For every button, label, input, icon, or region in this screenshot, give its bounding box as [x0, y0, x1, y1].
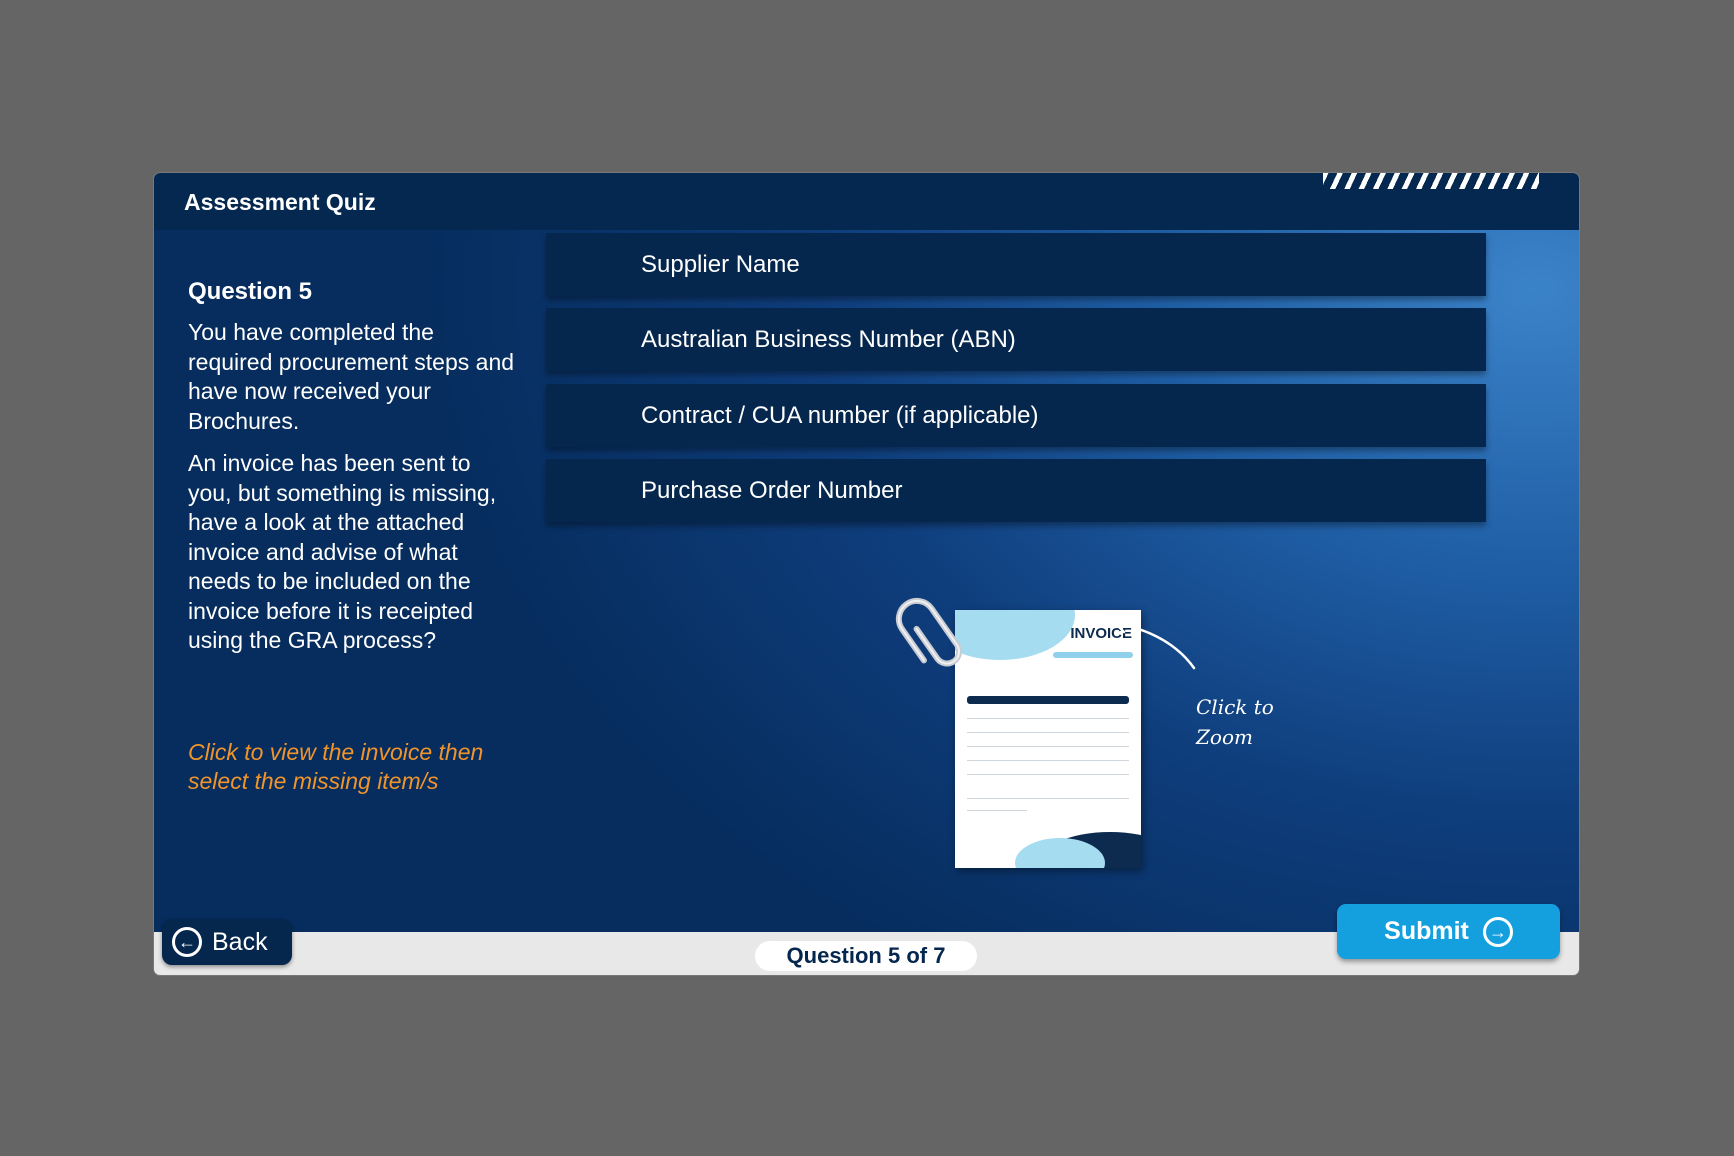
option-contract-number[interactable] — [546, 384, 1486, 447]
invoice-table-header — [967, 696, 1129, 704]
invoice-heading: INVOICE — [1070, 625, 1132, 642]
invoice-thumbnail[interactable] — [889, 583, 1132, 873]
option-label: Australian Business Number (ABN) — [641, 325, 1016, 353]
option-purchase-order[interactable] — [546, 459, 1486, 522]
option-abn[interactable] — [546, 308, 1486, 371]
invoice-row-line — [967, 798, 1129, 799]
invoice-row-line — [967, 760, 1129, 761]
option-supplier-name[interactable] — [546, 233, 1486, 296]
arrow-left-circle-icon: ← — [172, 927, 202, 957]
invoice-row-line — [967, 718, 1129, 719]
question-text-2: An invoice has been sent to you, but something is missing, have a look at the attached invoice and advise of what needs to be included on the invoice before it is receipted using the GRA process? — [188, 450, 497, 653]
quiz-slide — [154, 173, 1579, 975]
back-button[interactable] — [162, 919, 292, 965]
option-label: Supplier Name — [641, 250, 800, 278]
option-label: Contract / CUA number (if applicable) — [641, 401, 1039, 429]
curved-arrow-icon — [1109, 613, 1199, 673]
invoice-row-line — [967, 746, 1129, 747]
zoom-hint — [1196, 692, 1274, 752]
decorative-stripes — [1323, 173, 1539, 189]
question-title: Question 5 — [188, 278, 313, 305]
progress-indicator: Question 5 of 7 — [755, 941, 977, 971]
option-label: Purchase Order Number — [641, 476, 903, 504]
invoice-row-line — [967, 810, 1027, 811]
paperclip-icon — [889, 583, 999, 673]
invoice-row-line — [967, 732, 1129, 733]
invoice-row-line — [967, 774, 1129, 775]
arrow-right-circle-icon: → — [1483, 917, 1513, 947]
header-bar — [154, 173, 1579, 230]
zoom-hint-line2: Zoom — [1196, 725, 1253, 749]
submit-button[interactable] — [1337, 904, 1560, 959]
submit-label: Submit — [1384, 917, 1469, 945]
header-title: Assessment Quiz — [184, 189, 376, 215]
zoom-hint-line1: Click to — [1196, 695, 1274, 719]
back-label: Back — [212, 927, 268, 956]
question-text-1: You have completed the required procurement steps and have now received your Brochures. — [188, 319, 515, 434]
instruction-text: Click to view the invoice then select the missing item/s — [188, 739, 484, 794]
